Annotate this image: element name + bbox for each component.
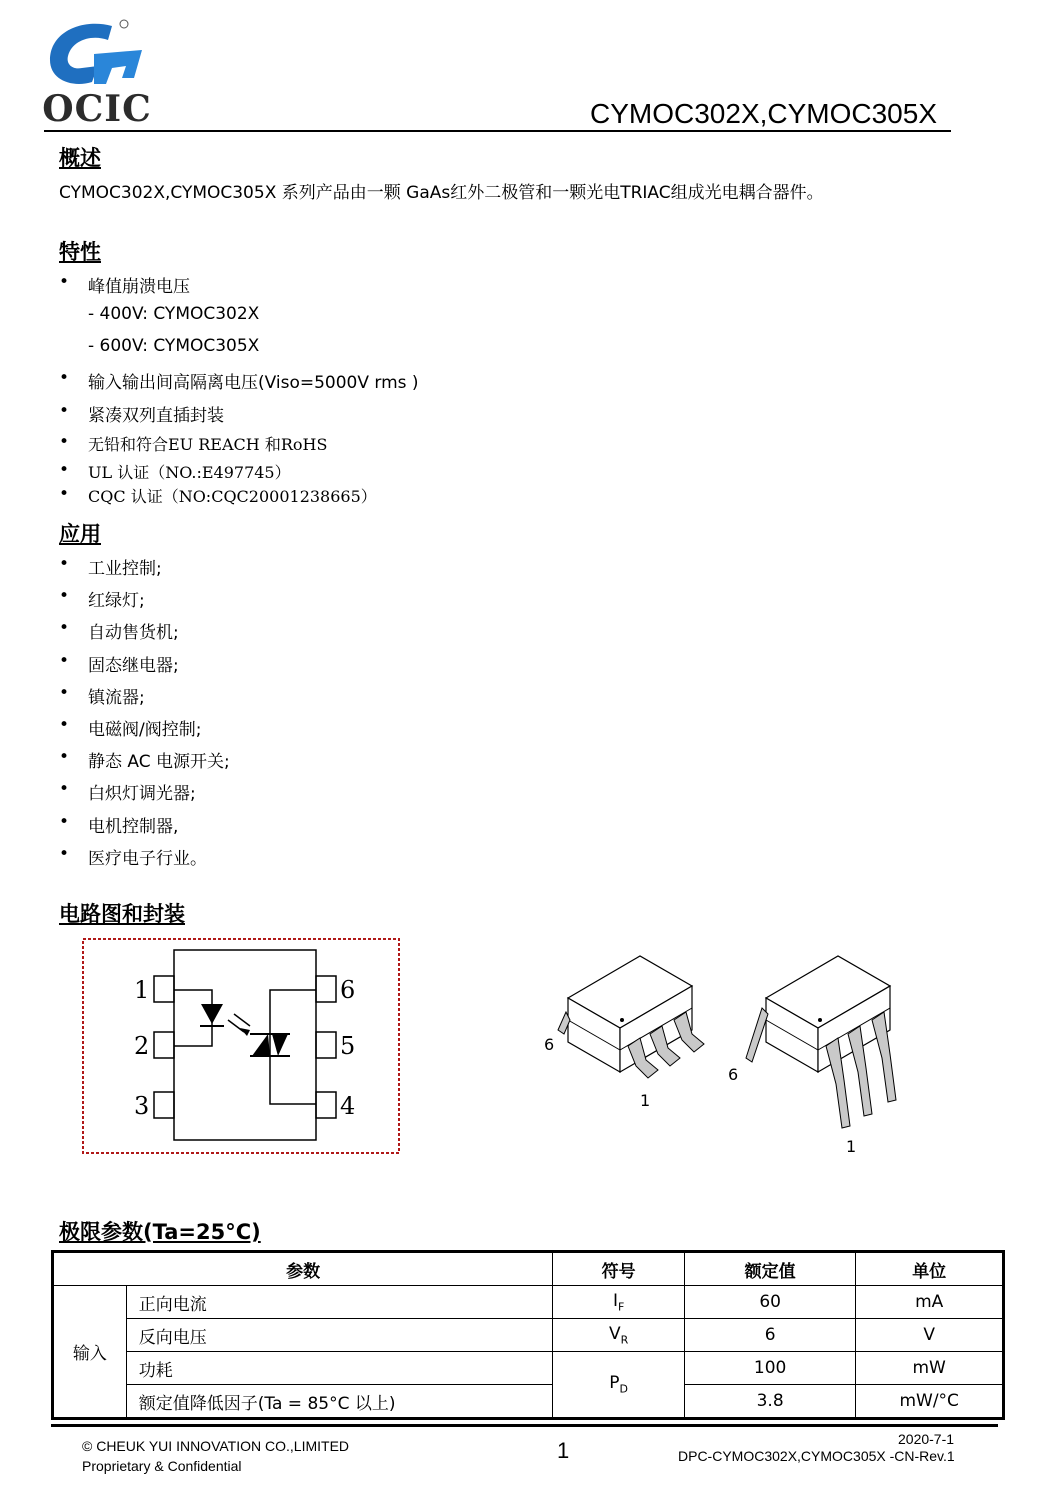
feature-sub-item: - 600V: CYMOC305X <box>88 336 260 356</box>
document-title: CYMOC302X,CYMOC305X <box>590 98 938 129</box>
pkg-pin-label: 6 <box>728 1065 739 1084</box>
page-number: 1 <box>557 1438 570 1463</box>
footer-divider <box>51 1424 998 1427</box>
pin-label: 3 <box>134 1092 150 1120</box>
applications-heading: 应用 <box>59 522 101 546</box>
pin-label: 1 <box>134 976 150 1004</box>
param-cell: 功耗 <box>126 1352 553 1385</box>
unit-cell: mW <box>856 1352 1004 1385</box>
package-illustrations <box>540 950 920 1160</box>
logo-text: OCIC <box>42 88 152 130</box>
ratings-table <box>51 1250 1005 1420</box>
feature-sub-item: - 400V: CYMOC302X <box>88 304 260 324</box>
logo-mark-icon <box>42 18 152 98</box>
value-cell: 60 <box>684 1286 855 1319</box>
symbol-cell: $P_D$ <box>553 1352 685 1419</box>
table-header: 单位 <box>856 1252 1004 1286</box>
table-header: 额定值 <box>684 1252 855 1286</box>
table-header: 符号 <box>553 1252 685 1286</box>
pin-label: 2 <box>134 1032 150 1060</box>
pin-label: 4 <box>340 1092 356 1120</box>
table-row <box>53 1286 1004 1319</box>
table-row <box>53 1352 1004 1385</box>
footer-confidential: Proprietary & Confidential <box>82 1458 242 1474</box>
value-cell: 3.8 <box>684 1385 855 1419</box>
company-logo <box>42 18 152 128</box>
symbol-cell: $V_R$ <box>553 1319 685 1352</box>
value-cell: 6 <box>684 1319 855 1352</box>
pkg-pin-label: 1 <box>846 1137 857 1156</box>
unit-cell: V <box>856 1319 1004 1352</box>
group-cell: 输入 <box>53 1286 127 1419</box>
value-cell: 100 <box>684 1352 855 1385</box>
header-divider <box>44 130 951 132</box>
footer-company: © CHEUK YUI INNOVATION CO.,LIMITED <box>82 1438 350 1454</box>
table-header: 参数 <box>53 1252 553 1286</box>
features-heading: 特性 <box>59 240 101 264</box>
param-cell: 反向电压 <box>126 1319 553 1352</box>
footer-doc-number: DPC-CYMOC302X,CYMOC305X -CN-Rev.1 <box>678 1448 955 1464</box>
circuit-heading: 电路图和封装 <box>59 902 185 926</box>
pkg-pin-label: 1 <box>640 1091 651 1110</box>
param-cell: 正向电流 <box>126 1286 553 1319</box>
table-row <box>53 1385 1004 1419</box>
table-header-row <box>53 1252 1004 1286</box>
pin-label: 6 <box>340 976 356 1004</box>
table-row <box>53 1319 1004 1352</box>
param-cell: 额定值降低因子(Ta = 85°C 以上) <box>126 1385 553 1419</box>
pkg-pin-label: 6 <box>544 1035 555 1054</box>
unit-cell: mA <box>856 1286 1004 1319</box>
footer-date: 2020-7-1 <box>898 1431 955 1447</box>
ratings-heading: 极限参数(Ta=25°C) <box>59 1220 261 1244</box>
circuit-diagram <box>82 938 400 1154</box>
overview-text: CYMOC302X,CYMOC305X 系列产品由一颗 GaAs红外二极管和一颗光电TRIAC组成光电耦合器件。 <box>59 183 824 203</box>
unit-cell: mW/°C <box>856 1385 1004 1419</box>
symbol-cell: $I_F$ <box>553 1286 685 1319</box>
overview-heading: 概述 <box>59 146 101 170</box>
pin-label: 5 <box>340 1032 356 1060</box>
